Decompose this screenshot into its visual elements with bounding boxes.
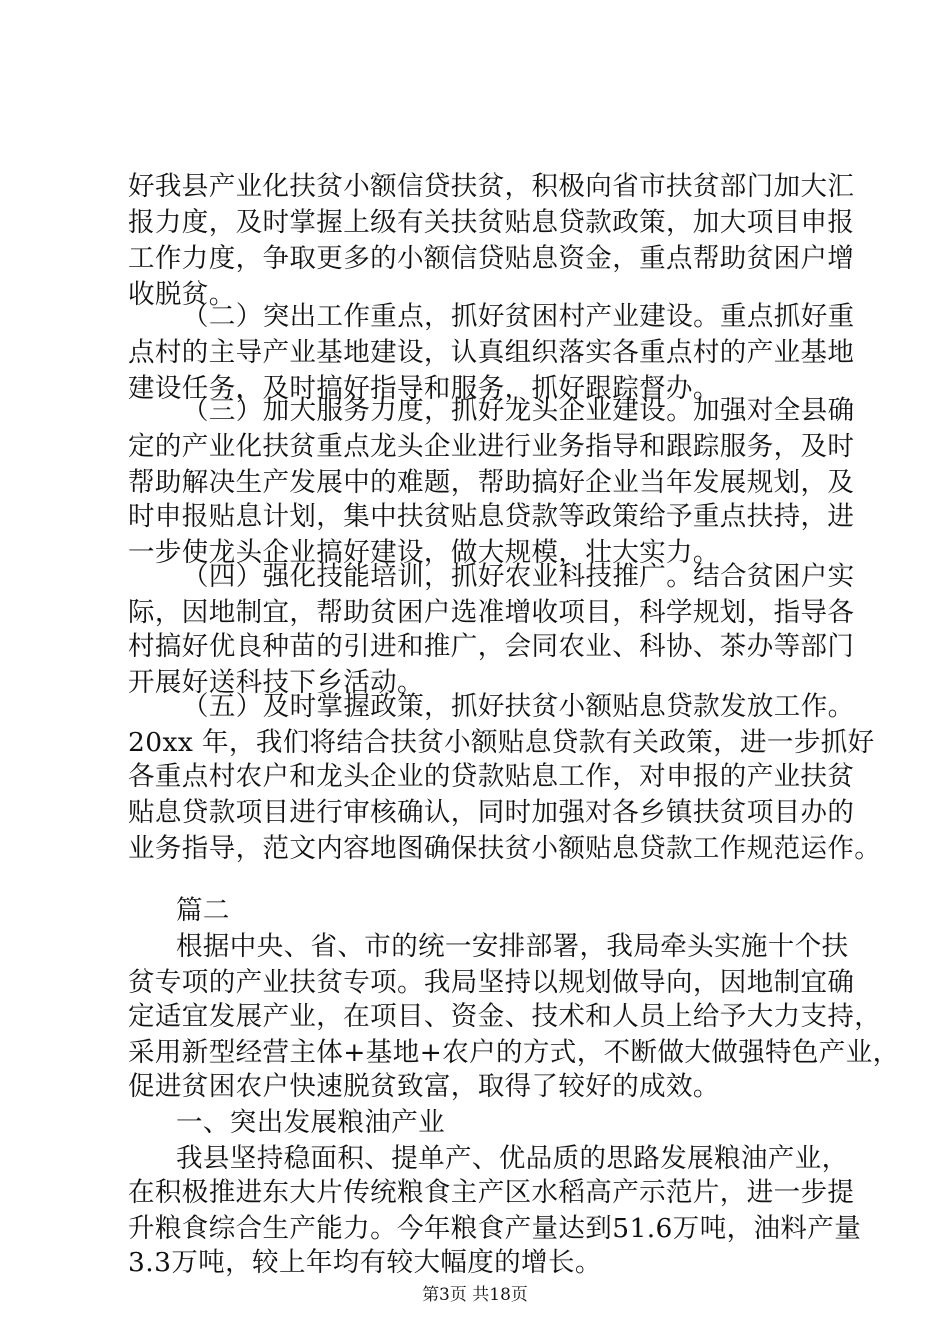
text-line: 际，因地制宜，帮助贫困户选准增收项目，科学规划，指导各 — [128, 597, 855, 628]
text-line: 一步使龙头企业搞好建设，做大规模，壮大实力。 — [128, 537, 720, 568]
text-line: 促进贫困农户快速脱贫致富，取得了较好的成效。 — [128, 1071, 720, 1102]
subsection-heading: 一、突出发展粮油产业 — [176, 1107, 445, 1138]
text-line: 建设任务，及时搞好指导和服务，抓好跟踪督办。 — [128, 373, 720, 404]
text-line: 3.3万吨，较上年均有较大幅度的增长。 — [128, 1247, 602, 1278]
text-line: 定的产业化扶贫重点龙头企业进行业务指导和跟踪服务，及时 — [128, 431, 855, 462]
text-line: 点村的主导产业基地建设，认真组织落实各重点村的产业基地 — [128, 337, 855, 368]
text-line: 升粮食综合生产能力。今年粮食产量达到51.6万吨，油料产量 — [128, 1213, 862, 1244]
text-line: 20xx 年，我们将结合扶贫小额贴息贷款有关政策，进一步抓好 — [128, 727, 875, 758]
text-line: 帮助解决生产发展中的难题，帮助搞好企业当年发展规划，及 — [128, 467, 855, 498]
text-line: 采用新型经营主体+基地+农户的方式，不断做大做强特色产业， — [128, 1037, 900, 1068]
text-line: 各重点村农户和龙头企业的贷款贴息工作，对申报的产业扶贫 — [128, 761, 855, 792]
text-line: 根据中央、省、市的统一安排部署，我局牵头实施十个扶 — [176, 931, 849, 962]
text-line: 好我县产业化扶贫小额信贷扶贫，积极向省市扶贫部门加大汇 — [128, 171, 855, 202]
page-number-footer: 第3页 共18页 — [422, 1285, 528, 1305]
text-line: 村搞好优良种苗的引进和推广，会同农业、科协、茶办等部门 — [128, 631, 855, 662]
text-line: 收脱贫。 — [128, 279, 236, 310]
text-line: 开展好送科技下乡活动。 — [128, 667, 424, 698]
text-line: 工作力度，争取更多的小额信贷贴息资金，重点帮助贫困户增 — [128, 243, 855, 274]
paragraph-heading-2: （二）突出工作重点，抓好贫困村产业建设。重点抓好重 — [182, 301, 855, 332]
paragraph-heading-4: （四）强化技能培训，抓好农业科技推广。结合贫困户实 — [182, 561, 855, 592]
text-line: 报力度，及时掌握上级有关扶贫贴息贷款政策，加大项目申报 — [128, 207, 855, 238]
text-line: 贫专项的产业扶贫专项。我局坚持以规划做导向，因地制宜确 — [128, 967, 855, 998]
text-line: 我县坚持稳面积、提单产、优品质的思路发展粮油产业， — [176, 1143, 849, 1174]
text-line: 在积极推进东大片传统粮食主产区水稻高产示范片，进一步提 — [128, 1177, 855, 1208]
section-title: 篇二 — [176, 895, 230, 926]
text-line: 业务指导，范文内容地图确保扶贫小额贴息贷款工作规范运作。 — [128, 833, 882, 864]
text-line: 贴息贷款项目进行审核确认，同时加强对各乡镇扶贫项目办的 — [128, 797, 855, 828]
paragraph-heading-5: （五）及时掌握政策，抓好扶贫小额贴息贷款发放工作。 — [182, 691, 855, 722]
text-line: 时申报贴息计划，集中扶贫贴息贷款等政策给予重点扶持，进 — [128, 501, 855, 532]
text-line: 定适宜发展产业，在项目、资金、技术和人员上给予大力支持， — [128, 1001, 882, 1032]
paragraph-heading-3: （三）加大服务力度，抓好龙头企业建设。加强对全县确 — [182, 395, 855, 426]
